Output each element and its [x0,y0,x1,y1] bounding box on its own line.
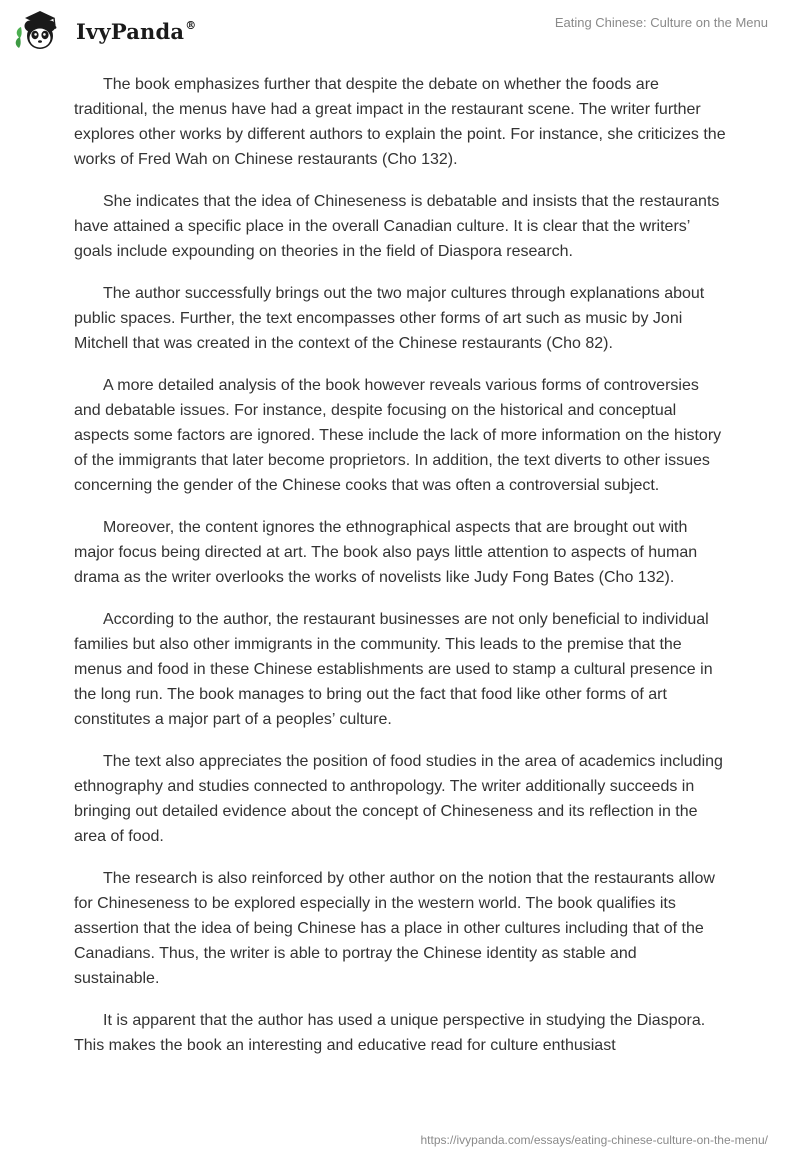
essay-body [74,72,726,1075]
paragraph: According to the author, the restaurant businesses are not only beneficial to individual families but also other immigrants in the community. This leads to the premise that the menus and food in these Chinese establishments are used to stamp a cultural presence in the long run. The book manages to bring out the fact that food like other forms of art constitutes a major part of a peoples’ culture. [74,611,713,728]
paragraph: The text also appreciates the position of food studies in the area of academics including ethnography and studies connected to anthropology. The writer additionally succeeds in bringing out detailed evidence about the concept of Chineseness and its reflection in the area of food. [74,753,723,845]
paragraph: It is apparent that the author has used a unique perspective in studying the Diaspora. This makes the book an interesting and educative read for culture enthusiast [74,1012,706,1054]
paragraph: The research is also reinforced by other author on the notion that the restaurants allow for Chineseness to be explored especially in the western world. The book qualifies its assertion that the idea of being Chinese has a place in other cultures including that of the Canadians. Thus, the writer is able to portray the Chinese identity as stable and sustainable. [74,870,715,987]
paragraph: She indicates that the idea of Chineseness is debatable and insists that the restaurants have attained a specific place in the overall Canadian culture. It is clear that the writers’ goals include expounding on theories in the field of Diaspora research. [74,193,720,260]
paragraph: Moreover, the content ignores the ethnographical aspects that are brought out with major focus being directed at art. The book also pays little attention to aspects of human drama as the writer overlooks the works of novelists like Judy Fong Bates (Cho 132). [74,519,698,586]
footer-url-link[interactable]: https://ivypanda.com/essays/eating-chinese-culture-on-the-menu/ [420,1133,768,1147]
page-header [0,0,800,60]
paragraph: The book emphasizes further that despite the debate on whether the foods are traditional, the menus have had a great impact in the restaurant scene. The writer further explores other works by different authors to explain the point. For instance, she criticizes the works of Fred Wah on Chinese restaurants (Cho 132). [74,76,726,168]
paragraph: A more detailed analysis of the book however reveals various forms of controversies and debatable issues. For instance, despite focusing on the historical and conceptual aspects some factors are ignored. These include the lack of more information on the history of the immigrants that later become proprietors. In addition, the text diverts to other issues concerning the gender of the Chinese cooks that was often a controversial subject. [74,377,722,494]
document-title: Eating Chinese: Culture on the Menu [554,15,768,30]
panda-graduate-icon [14,8,66,52]
brand-name: IvyPanda® [76,18,197,44]
ivypanda-logo[interactable] [14,8,196,52]
paragraph: The author successfully brings out the two major cultures through explanations about public spaces. Further, the text encompasses other forms of art such as music by Joni Mitchell that was created in the context of the Chinese restaurants (Cho 82). [74,285,705,352]
